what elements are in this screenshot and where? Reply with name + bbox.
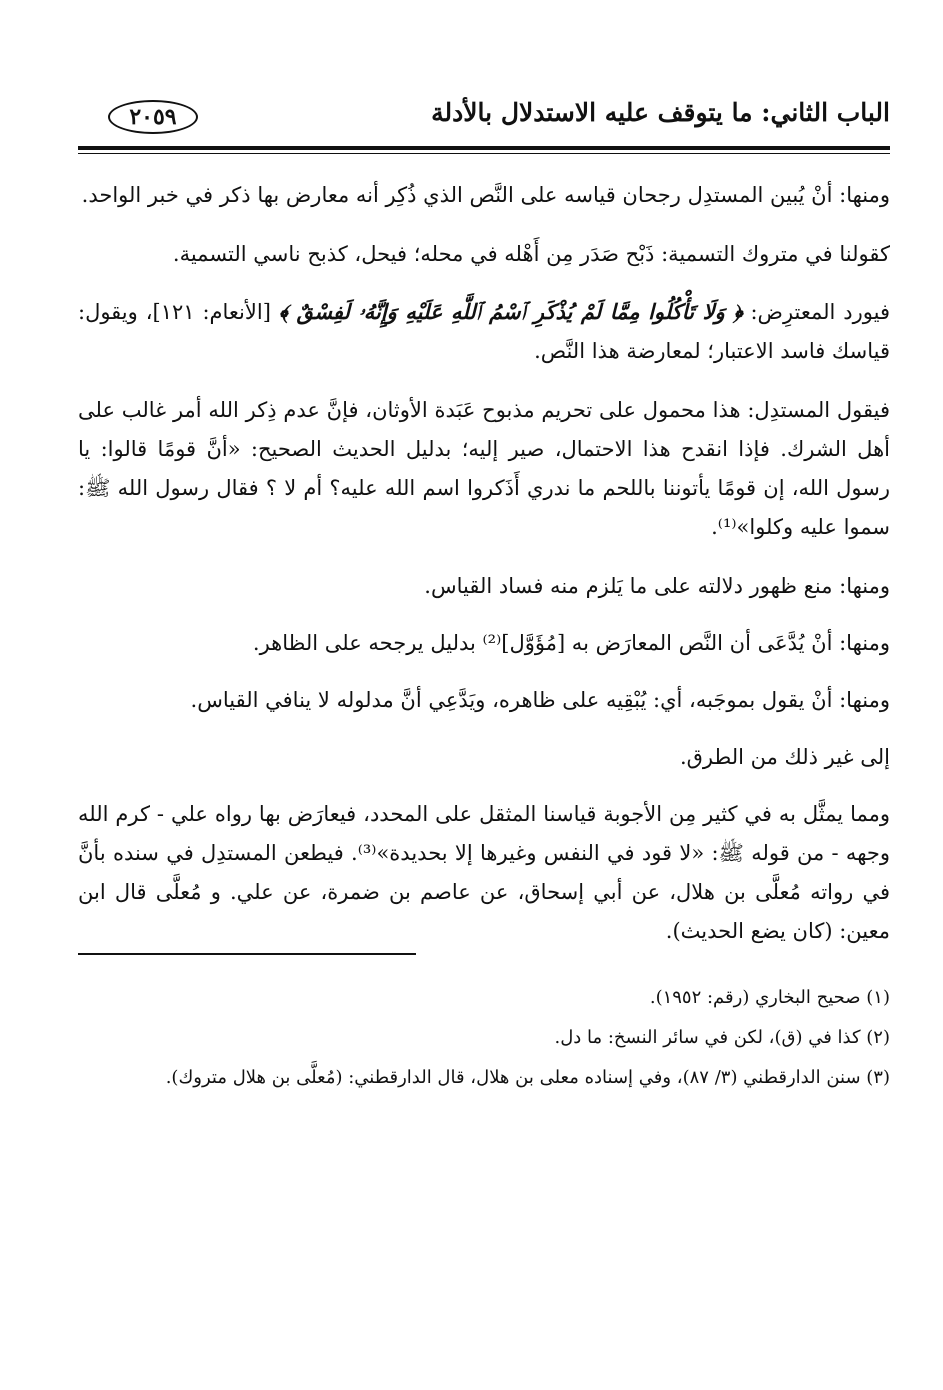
footnote-1: (١) صحيح البخاري (رقم: ١٩٥٢). <box>649 987 890 1008</box>
paragraph-5: ومنها: منع ظهور دلالته على ما يَلزم منه فساد القياس. <box>424 574 890 598</box>
page-number-badge: ٢٠٥٩ <box>108 100 198 134</box>
paragraph-3 <box>78 292 890 371</box>
paragraph-6: ومنها: أنْ يُدَّعَى أن النَّص المعارَض به [مُؤَوَّل]⁽²⁾ بدليل يرجحه على الظاهر. <box>252 631 890 655</box>
footnote-2: (٢) كذا في (ق)، لكن في سائر النسخ: ما دل. <box>554 1027 890 1048</box>
footnote-3: (٣) سنن الدارقطني (٣/ ٨٧)، وفي إسناده معلى بن هلال، قال الدارقطني: (مُعلَّى بن هلال متروك). <box>165 1067 890 1088</box>
paragraph-8: إلى غير ذلك من الطرق. <box>679 745 890 769</box>
page-header <box>78 96 890 142</box>
footnotes <box>78 981 890 1095</box>
header-rule-thick <box>78 146 890 150</box>
quran-verse: ﴿ وَلَا تَأْكُلُوا مِمَّا لَمْ يُذْكَرِ ٱسْمُ ٱللَّهِ عَلَيْهِ وَإِنَّهُۥ لَفِسْقٌ ﴾ <box>278 299 743 324</box>
paragraph-3-lead: فيورد المعترِض: <box>742 300 890 324</box>
book-page <box>78 96 890 1101</box>
paragraph-9: ومما يمثَّل به في كثير مِن الأجوبة قياسنا المثقل على المحدد، فيعارَض بها رواه علي - كرم الله وجهه - من قوله ﷺ: «لا قود في النفس وغيرها إلا بحديدة»⁽³⁾. فيطعن المستدِل في سنده بأنَّ في رواته مُعلَّى بن هلال، عن أبي إسحاق، عن عاصم بن ضمرة، عن علي. و مُعلَّى قال ابن معين: (كان يضع الحديث). <box>78 802 891 943</box>
paragraph-3-tail: [الأنعام: ١٢١]، ويقول: قياسك فاسد الاعتبار؛ لمعارضة هذا النَّص. <box>78 300 890 363</box>
header-rule-thin <box>78 153 890 154</box>
chapter-title: الباب الثاني: ما يتوقف عليه الاستدلال بالأدلة <box>431 98 890 127</box>
main-text <box>78 176 890 951</box>
paragraph-2: كقولنا في متروك التسمية: ذَبْح صَدَر مِن أَهْله في محله؛ فيحل، كذبح ناسي التسمية. <box>172 242 890 266</box>
paragraph-1: ومنها: أنْ يُبين المستدِل رجحان قياسه على النَّص الذي ذُكِر أنه معارض بها ذكر في خبر الواحد. <box>81 183 890 207</box>
paragraph-7: ومنها: أنْ يقول بموجَبه، أي: يُبْقِيه على ظاهره، ويَدَّعِي أنَّ مدلوله لا ينافي القياس. <box>190 688 890 712</box>
footnote-separator <box>78 953 416 955</box>
paragraph-4: فيقول المستدِل: هذا محمول على تحريم مذبوح عَبَدة الأوثان، فإنَّ عدم ذِكر الله أمر غالب على أهل الشرك. فإذا انقدح هذا الاحتمال، صير إليه؛ بدليل الحديث الصحيح: «أنَّ قومًا قالوا: يا رسول الله، إن قومًا يأتوننا باللحم ما ندري أَذَكروا اسم الله عليه؟ أم لا ؟ فقال رسول الله ﷺ: سموا عليه وكلوا»⁽¹⁾. <box>78 398 890 539</box>
